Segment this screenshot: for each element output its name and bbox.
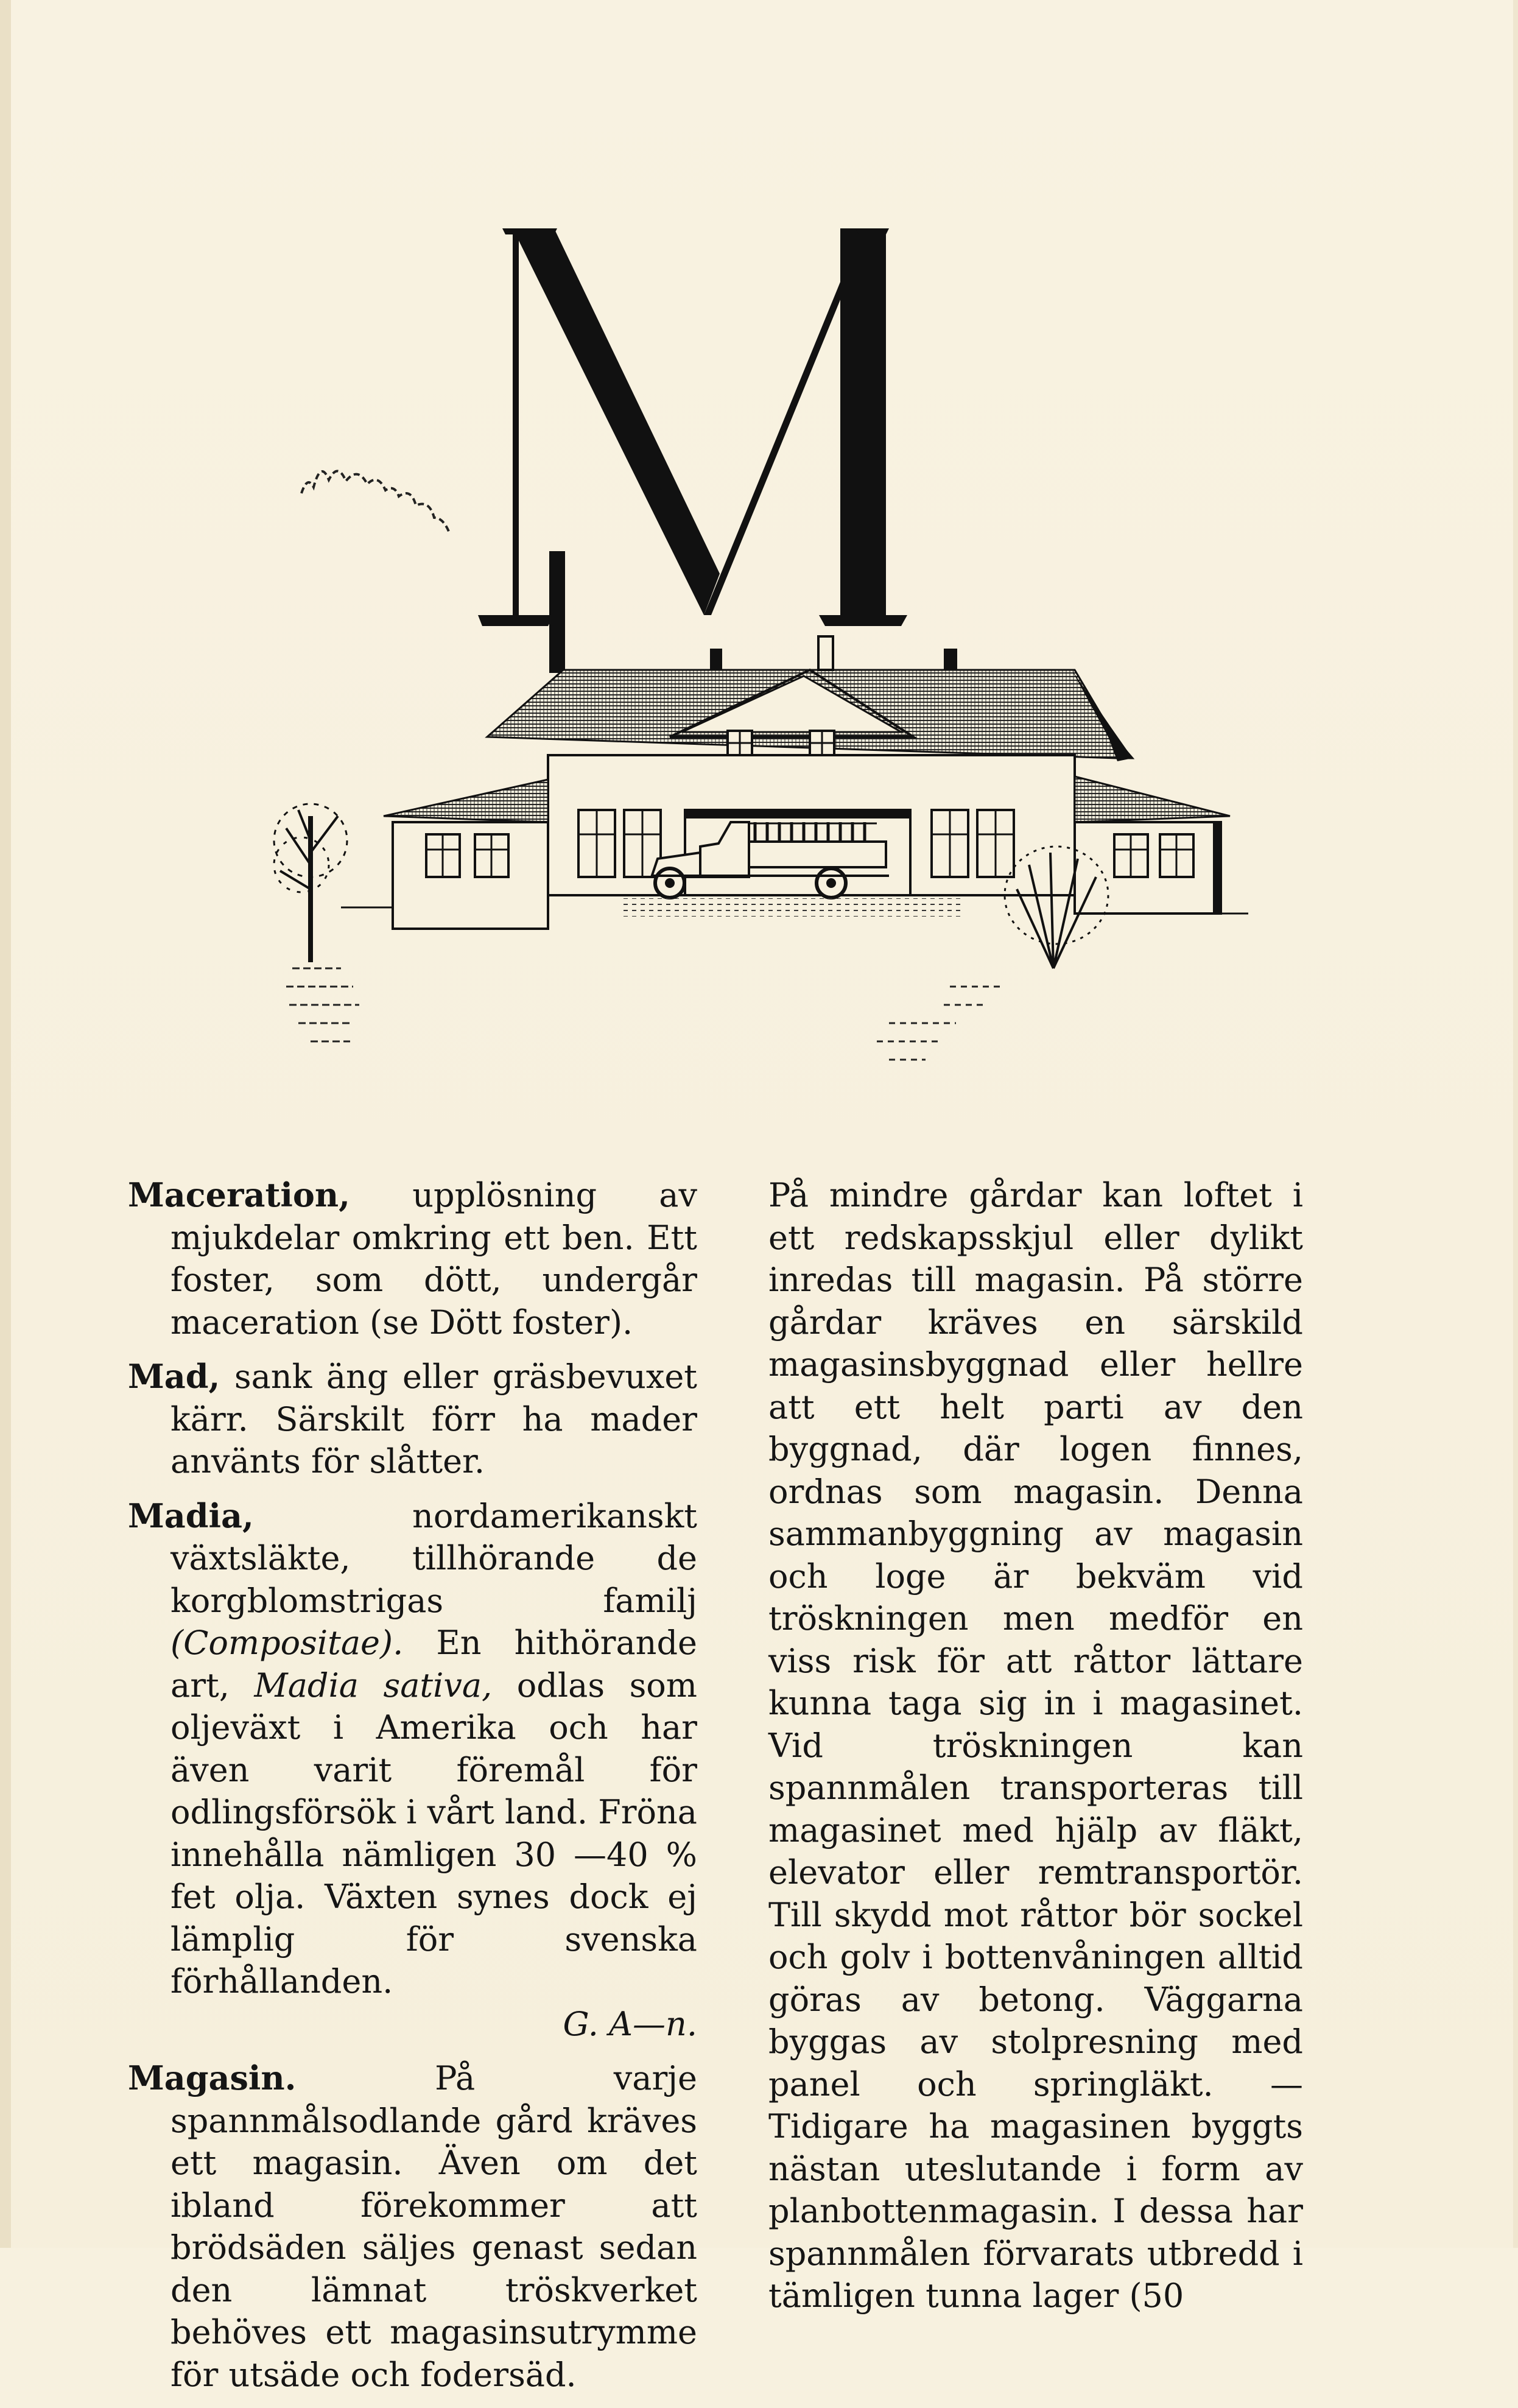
- entry-body: nordamerikanskt växtsläkte, tillhörande de korgblomstrigas familj: [170, 1496, 697, 1620]
- headword: Madia,: [128, 1496, 254, 1535]
- latin-name: (Compositae).: [170, 1624, 404, 1662]
- path-hatching-right: [877, 987, 1005, 1060]
- chimney: [549, 551, 565, 673]
- entry-maceration: [128, 1174, 697, 1343]
- entry-magasin: [128, 2057, 697, 2396]
- latin-name: Madia sativa,: [254, 1666, 493, 1705]
- entry-body: sank äng eller gräsbevuxet kärr. Särskilt förr ha mader använts för slåtter.: [170, 1357, 697, 1480]
- smoke-wisps: [301, 471, 449, 533]
- page-edge-left: [0, 0, 11, 2248]
- signature-line: [170, 2003, 697, 2046]
- initial-letter-m: [478, 228, 907, 626]
- left-column: [128, 1174, 697, 2408]
- entry-body: odlas som oljeväxt i Amerika och har även varit föremål för odlingsförsök i vårt land. Fröna innehålla nämligen 30 —40 % fet olja. Växten synes dock ej lämplig för svenska förhållanden.: [170, 1666, 697, 2001]
- entry-body: upplösning av mjukdelar omkring ett ben. Ett foster, som dött, undergår maceration (se Dött foster).: [170, 1176, 697, 1342]
- right-column: [768, 1174, 1303, 2317]
- author-signature: G. A—n.: [563, 2004, 697, 2043]
- headword: Magasin.: [128, 2058, 297, 2097]
- path-hatching-left: [286, 968, 359, 1041]
- entry-mad: [128, 1356, 697, 1483]
- farm-building: [384, 636, 1230, 929]
- magasin-continuation: På mindre gårdar kan loftet i ett redskapsskjul eller dylikt inredas till magasin. På större gårdar kräves en särskild magasinsbyggnad eller hellre att ett helt parti av den byggnad, där logen finnes, ordnas som magasin. Denna sammanbyggning av magasin och loge är bekväm vid tröskningen men medför en viss risk för att råttor lättare kunna taga sig in i magasinet. Vid tröskningen kan spannmålen transporteras till magasinet med hjälp av fläkt, elevator eller remtransportör. Till skydd mot råttor bör sockel och golv i bottenvåningen alltid göras av betong. Väggarna byggas av stolpresning med panel och springläkt. — Tidigare ha magasinen byggts nästan uteslutande i form av planbottenmagasin. I dessa har spannmålen förvarats utbredd i tämligen tunna lager (50: [768, 1176, 1303, 2315]
- tree-left-icon: [274, 804, 347, 962]
- chapter-illustration: [231, 207, 1327, 1072]
- entry-body: På varje spannmålsodlande gård kräves ett magasin. Även om det ibland förekommer att brödsäden säljes genast sedan den lämnat tröskverket behöves ett magasinsutrymme för utsäde och fodersäd.: [170, 2059, 697, 2394]
- page-edge-right: [1513, 0, 1518, 2248]
- headword: Maceration,: [128, 1175, 350, 1214]
- ground-hatching: [621, 898, 962, 917]
- entry-madia: [128, 1495, 697, 2046]
- headword: Mad,: [128, 1357, 220, 1396]
- entry-body: En hithörande art,: [170, 1624, 697, 1705]
